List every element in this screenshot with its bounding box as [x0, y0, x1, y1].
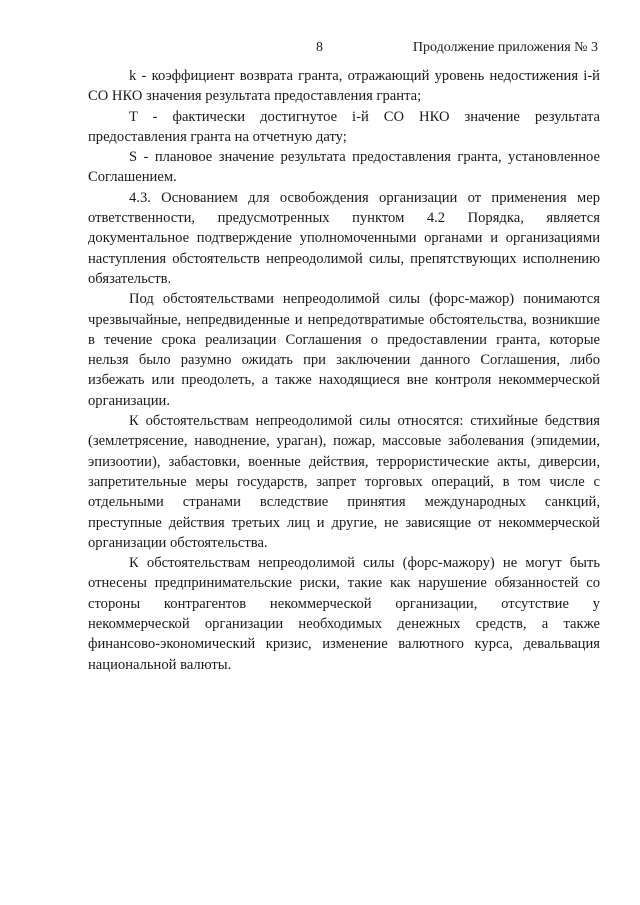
- paragraph-t-definition: T - фактически достигнутое i-й СО НКО значение результата предоставления гранта на отчетную дату;: [88, 108, 600, 145]
- paragraph-4-3: 4.3. Основанием для освобождения организации от применения мер ответственности, предусмотренных пунктом 4.2 Порядка, является документальное подтверждение уполномоченными органами и организациями наступления обстоятельств непреодолимой силы, препятствующих исполнению обязательств.: [88, 189, 600, 287]
- paragraph-force-majeure-exclusions: К обстоятельствам непреодолимой силы (форс-мажору) не могут быть отнесены предпринимательские риски, такие как нарушение обязанностей со стороны контрагентов некоммерческой организации, отсутствие у некоммерческой организации необходимых денежных средств, а также финансово-экономический кризис, изменение валютного курса, девальвация национальной валюты.: [88, 555, 600, 673]
- page-number: 8: [316, 40, 323, 55]
- page-header: [0, 40, 640, 60]
- document-body: [88, 66, 600, 675]
- paragraph-force-majeure-list: К обстоятельствам непреодолимой силы относятся: стихийные бедствия (землетрясение, наводнение, ураган), пожар, массовые заболевания (эпидемии, эпизоотии), забастовки, военные действия, террористические акты, диверсии, запретительные меры государств, запрет торговых операций, в том числе с отдельными странами вследствие принятия международных санкций, преступные действия третьих лиц и другие, не зависящие от некоммерческой организации обстоятельства.: [88, 413, 600, 551]
- paragraph-s-definition: S - плановое значение результата предоставления гранта, установленное Соглашением.: [88, 149, 600, 186]
- paragraph-force-majeure-definition: Под обстоятельствами непреодолимой силы (форс-мажор) понимаются чрезвычайные, непредвиденные и непредотвратимые обстоятельства, возникшие в течение срока реализации Соглашения о предоставлении гранта, которые нельзя было разумно ожидать при заключении данного Соглашения, либо избежать или преодолеть, а также находящиеся вне контроля некоммерческой организации.: [88, 291, 600, 409]
- appendix-continuation-label: Продолжение приложения № 3: [412, 40, 598, 55]
- paragraph-k-definition: k - коэффициент возврата гранта, отражающий уровень недостижения i-й СО НКО значения результата предоставления гранта;: [88, 68, 600, 105]
